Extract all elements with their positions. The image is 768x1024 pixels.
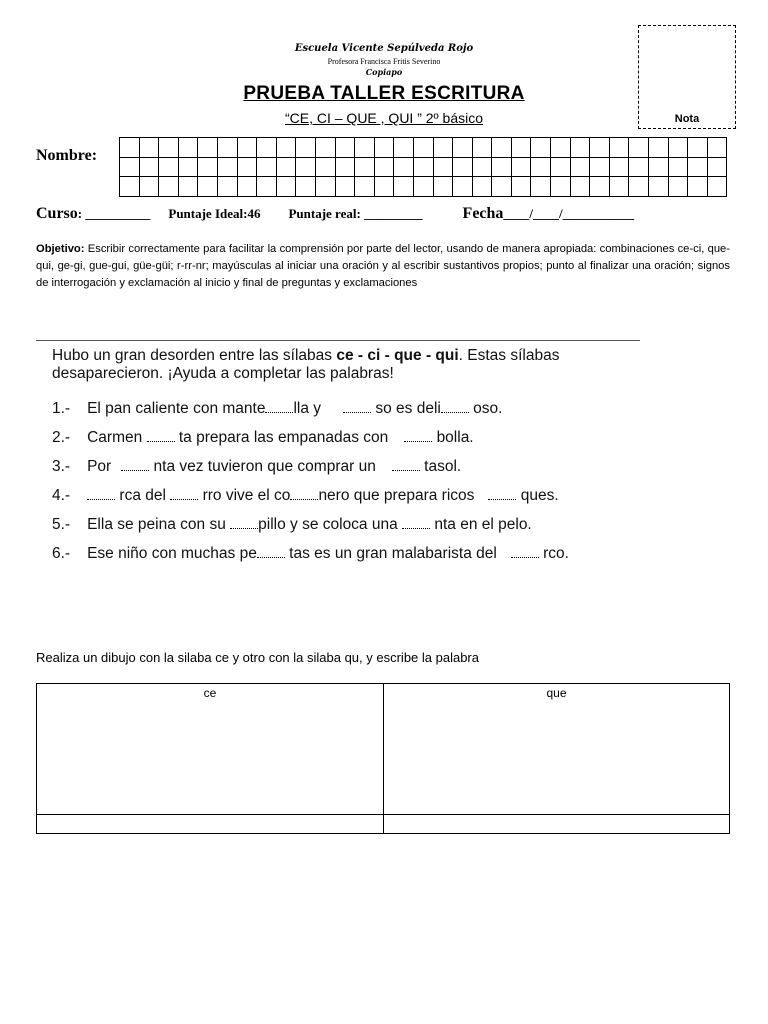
date-label: Fecha [462,205,504,222]
item-number: 1.- [52,400,71,417]
answer-blank[interactable] [402,516,430,529]
name-letter-cell[interactable] [609,157,629,177]
answer-blank[interactable] [170,487,198,500]
name-letter-cell[interactable] [453,138,473,158]
name-letter-cell[interactable] [276,157,296,177]
real-score[interactable]: Puntaje real: _________ [288,206,423,221]
name-letter-cell[interactable] [355,177,375,197]
item-text: nero que prepara ricos [318,487,475,504]
name-letter-cell[interactable] [217,138,237,158]
drawing-label-que: que [546,686,567,700]
drawing-instruction: Realiza un dibujo con la silaba ce y otro con la silaba qu, y escribe la palabra [36,650,479,665]
intro-text-a: Hubo un gran desorden entre las sílabas [52,347,337,364]
item-text: tasol. [424,458,462,475]
name-letter-cell[interactable] [159,138,179,158]
name-letter-cell[interactable] [276,177,296,197]
exercise-item-2 [52,429,474,447]
name-letter-cell[interactable] [257,138,277,158]
name-letter-cell[interactable] [609,177,629,197]
name-letter-cell[interactable] [707,157,727,177]
name-letter-cell[interactable] [413,177,433,197]
item-text: pillo y se coloca una [258,516,398,533]
drawing-label-ce: ce [203,686,217,700]
name-letter-cell[interactable] [688,138,708,158]
name-letter-cell[interactable] [120,138,140,158]
course-blank[interactable]: : __________ [77,206,151,221]
name-letter-cell[interactable] [688,157,708,177]
name-letter-cell[interactable] [629,138,649,158]
name-letter-cell[interactable] [394,177,414,197]
teacher-name: Profesora Francisca Fritis Severino [327,57,441,66]
item-text: Ese niño con muchas pe [87,545,257,562]
drawing-box-ce[interactable] [37,684,384,815]
item-text: rco. [543,545,569,562]
name-letter-cell[interactable] [394,138,414,158]
date-blank[interactable]: ____/____/___________ [503,206,635,221]
name-letter-cell[interactable] [374,177,394,197]
item-number: 4.- [52,487,71,504]
objective-text: Escribir correctamente para facilitar la comprensión por parte del lector, usando de manera apropiada: combinaciones ce-ci, que-qui, ge-gi, gue-gui, güe-güi; r-rr-nr; mayúsculas al iniciar una oración y al escribir sustantivos propios; punto al finalizar una oración; signos de interrogación y exclamación al inicio y final de preguntas y exclamaciones [36,243,730,289]
name-letter-cell[interactable] [707,138,727,158]
divider [36,340,640,341]
item-text: nta en el pelo. [434,516,532,533]
drawing-table [36,683,730,834]
objective-paragraph [36,241,730,292]
item-text: Por [87,458,112,475]
name-letter-cell[interactable] [531,138,551,158]
name-letter-cell[interactable] [570,177,590,197]
name-letter-cell[interactable] [178,157,198,177]
name-letter-cell[interactable] [590,138,610,158]
item-text: lla y [293,400,322,417]
answer-blank[interactable] [87,487,115,500]
name-letter-cell[interactable] [570,157,590,177]
item-text: ta prepara las empanadas con [178,429,389,446]
name-letter-cell[interactable] [315,138,335,158]
name-letter-cell[interactable] [433,157,453,177]
ideal-score: Puntaje Ideal:46 [168,206,261,221]
name-letter-cell[interactable] [237,177,257,197]
name-letter-cell[interactable] [472,157,492,177]
name-label: Nombre: [36,147,98,164]
word-line-ce[interactable] [37,815,384,834]
answer-blank[interactable] [404,429,432,442]
item-number: 5.- [52,516,71,533]
name-letter-cell[interactable] [453,177,473,197]
exercise-block [52,347,652,562]
name-letter-cell[interactable] [511,138,531,158]
name-letter-cell[interactable] [394,157,414,177]
name-letter-cell[interactable] [511,177,531,197]
name-letter-cell[interactable] [453,157,473,177]
page-subtitle: “CE, CI – QUE , QUI ” 2º básico [284,110,484,126]
answer-blank[interactable] [290,487,318,500]
name-letter-cell[interactable] [629,157,649,177]
name-letter-cell[interactable] [139,177,159,197]
name-letter-cell[interactable] [472,138,492,158]
name-letter-cell[interactable] [355,157,375,177]
name-letter-cell[interactable] [688,177,708,197]
exercise-item-3 [52,458,461,476]
name-letter-cell[interactable] [335,177,355,197]
name-letter-cell[interactable] [335,138,355,158]
name-letter-cell[interactable] [707,177,727,197]
name-letter-cell[interactable] [178,177,198,197]
item-text: bolla. [436,429,474,446]
name-letter-cell[interactable] [551,177,571,197]
name-letter-cell[interactable] [531,177,551,197]
name-letter-cell[interactable] [237,157,257,177]
name-letter-cell[interactable] [649,157,669,177]
name-letter-cell[interactable] [335,157,355,177]
answer-blank[interactable] [147,429,175,442]
name-letter-cell[interactable] [570,138,590,158]
name-letter-cell[interactable] [139,138,159,158]
name-letter-cell[interactable] [492,138,512,158]
exercise-item-6 [52,545,569,563]
name-letter-cell[interactable] [159,177,179,197]
exercise-item-1 [52,400,502,418]
name-letter-cell[interactable] [296,157,316,177]
name-letter-cell[interactable] [237,138,257,158]
item-text: ques. [520,487,559,504]
name-letter-cell[interactable] [374,157,394,177]
intro-text-b: . Estas sílabas desaparecieron. ¡Ayuda a completar las palabras! [52,347,560,382]
name-letter-cell[interactable] [531,157,551,177]
name-letter-cell[interactable] [413,138,433,158]
answer-blank[interactable] [265,400,293,413]
name-letter-cell[interactable] [178,138,198,158]
page-title: PRUEBA TALLER ESCRITURA [243,83,525,104]
item-text: Ella se peina con su [87,516,226,533]
name-letter-cell[interactable] [120,177,140,197]
item-text: rro vive el co [202,487,291,504]
name-letter-cell[interactable] [590,157,610,177]
name-letter-cell[interactable] [433,177,453,197]
answer-blank[interactable] [441,400,469,413]
objective-label: Objetivo: [36,243,85,255]
name-letter-cell[interactable] [198,157,218,177]
name-letter-cell[interactable] [511,157,531,177]
name-letter-cell[interactable] [355,138,375,158]
word-line-que[interactable] [384,815,730,834]
answer-blank[interactable] [511,545,539,558]
item-text: nta vez tuvieron que comprar un [153,458,376,475]
name-letter-cell[interactable] [139,157,159,177]
name-letter-cell[interactable] [120,157,140,177]
name-letter-cell[interactable] [296,177,316,197]
item-number: 3.- [52,458,71,475]
item-text: Carmen [87,429,143,446]
name-letter-cell[interactable] [296,138,316,158]
name-letter-cell[interactable] [276,138,296,158]
name-letter-cell[interactable] [551,138,571,158]
answer-blank[interactable] [343,400,371,413]
name-letter-cell[interactable] [257,157,277,177]
name-letter-cell[interactable] [668,138,688,158]
city-name: Copiapo [365,67,403,77]
item-number: 6.- [52,545,71,562]
name-letter-cell[interactable] [315,157,335,177]
name-letter-cell[interactable] [492,157,512,177]
name-letter-cell[interactable] [472,177,492,197]
name-letter-cell[interactable] [609,138,629,158]
name-letter-cell[interactable] [668,157,688,177]
name-letter-cell[interactable] [433,138,453,158]
name-letter-cell[interactable] [649,138,669,158]
name-letter-cell[interactable] [374,138,394,158]
name-letter-cell[interactable] [198,177,218,197]
exercise-intro [52,347,652,383]
answer-blank[interactable] [392,458,420,471]
exercise-item-5 [52,516,532,534]
item-text: rca del [119,487,166,504]
item-text: tas es un gran malabarista del [289,545,497,562]
answer-blank[interactable] [257,545,285,558]
name-letter-cell[interactable] [492,177,512,197]
name-letter-cell[interactable] [413,157,433,177]
exercise-item-4 [52,487,559,505]
info-row [36,205,634,223]
name-letter-cell[interactable] [257,177,277,197]
name-letter-cell[interactable] [217,177,237,197]
item-text: oso. [473,400,503,417]
name-letter-cell[interactable] [315,177,335,197]
item-number: 2.- [52,429,71,446]
drawing-box-que[interactable] [384,684,730,815]
name-letter-cell[interactable] [668,177,688,197]
answer-blank[interactable] [121,458,149,471]
name-letter-cell[interactable] [217,157,237,177]
grade-label: Nota [674,113,700,125]
name-letter-cell[interactable] [198,138,218,158]
name-letter-grid[interactable] [119,137,727,197]
school-name: Escuela Vicente Sepúlveda Rojo [294,43,474,54]
course-label: Curso [36,205,78,222]
intro-syllables: ce - ci - que - qui [336,347,459,364]
name-letter-cell[interactable] [551,157,571,177]
item-text: El pan caliente con mante [87,400,266,417]
item-text: so es deli [375,400,441,417]
name-letter-cell[interactable] [629,177,649,197]
name-letter-cell[interactable] [649,177,669,197]
answer-blank[interactable] [230,516,258,529]
answer-blank[interactable] [488,487,516,500]
name-letter-cell[interactable] [590,177,610,197]
name-letter-cell[interactable] [159,157,179,177]
